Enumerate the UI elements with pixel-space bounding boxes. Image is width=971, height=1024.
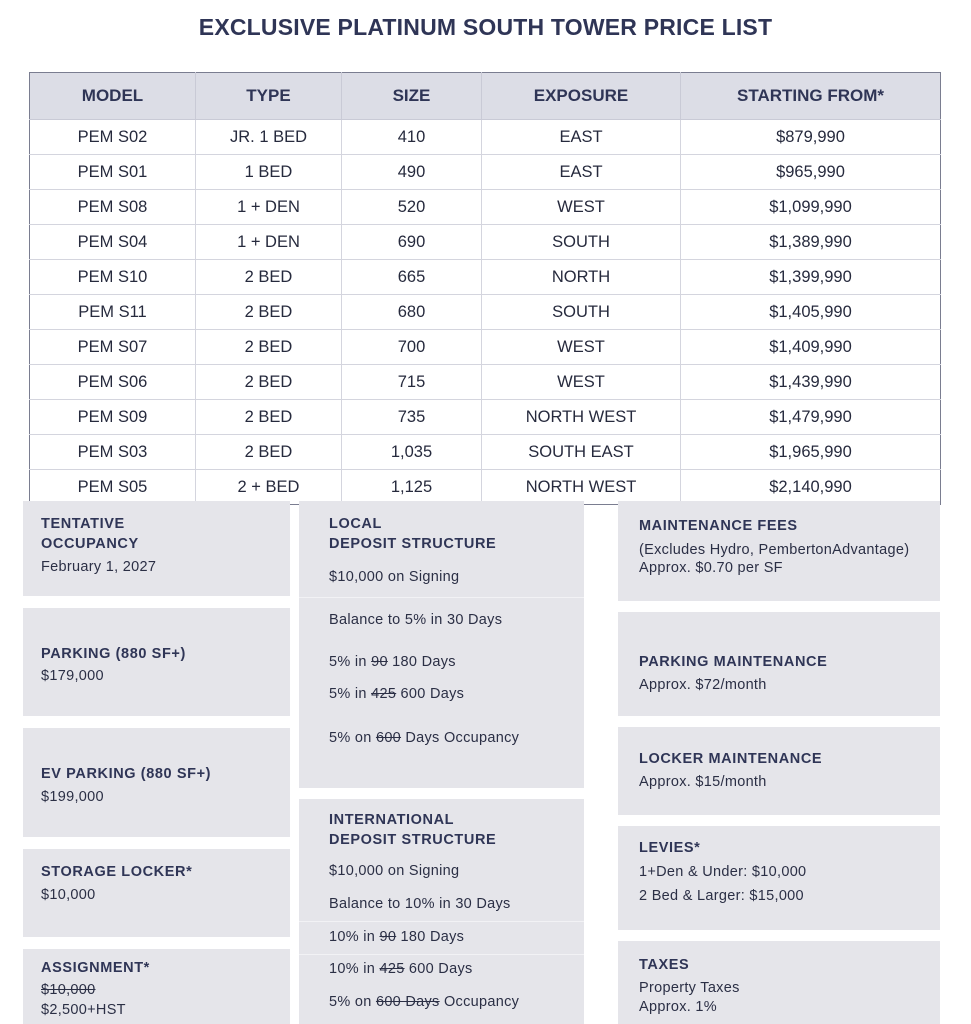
parking-price: $179,000: [41, 668, 104, 684]
cell-model: PEM S11: [30, 295, 196, 330]
cell-starting-from: $1,479,990: [681, 400, 941, 435]
cell-starting-from: $879,990: [681, 120, 941, 155]
cell-size: 715: [342, 365, 482, 400]
maintenance-rate: Approx. $0.70 per SF: [639, 560, 783, 576]
occupancy-title-2: OCCUPANCY: [41, 536, 139, 552]
international-deposit-card: [299, 799, 584, 1024]
struck-value: 600 Days: [375, 994, 440, 1010]
cell-exposure: SOUTH EAST: [482, 435, 681, 470]
column-header-starting-from: STARTING FROM*: [681, 73, 941, 120]
cell-exposure: EAST: [482, 155, 681, 190]
taxes-card: [618, 941, 940, 1024]
storage-locker-card: [23, 849, 290, 937]
cell-type: 2 BED: [196, 365, 342, 400]
table-row: [30, 155, 941, 190]
price-table: [29, 72, 941, 505]
cell-starting-from: $1,965,990: [681, 435, 941, 470]
assignment-card: [23, 949, 290, 1024]
cell-model: PEM S03: [30, 435, 196, 470]
cell-starting-from: $1,409,990: [681, 330, 941, 365]
cell-exposure: WEST: [482, 365, 681, 400]
ev-parking-title: EV PARKING (880 SF+): [41, 766, 212, 782]
taxes-line-2: Approx. 1%: [639, 999, 717, 1015]
locker-maintenance-rate: Approx. $15/month: [639, 774, 767, 790]
storage-price: $10,000: [41, 887, 96, 903]
table-row: [30, 365, 941, 400]
page-title: EXCLUSIVE PLATINUM SOUTH TOWER PRICE LIST: [198, 14, 773, 40]
maintenance-title: MAINTENANCE FEES: [639, 518, 798, 534]
levies-card: [618, 826, 940, 930]
cell-model: PEM S04: [30, 225, 196, 260]
intl-deposit-line-2: Balance to 10% in 30 Days: [329, 896, 511, 912]
cell-size: 410: [342, 120, 482, 155]
divider: [299, 954, 584, 955]
occupancy-title-1: TENTATIVE: [41, 516, 125, 532]
table-row: [30, 260, 941, 295]
intl-deposit-line-1: $10,000 on Signing: [329, 863, 460, 879]
parking-maintenance-rate: Approx. $72/month: [639, 677, 767, 693]
price-table-body: [30, 120, 941, 505]
assignment-price: $2,500+HST: [41, 1002, 126, 1018]
column-header-model: MODEL: [30, 73, 196, 120]
assignment-old-price: $10,000: [41, 982, 96, 998]
cell-exposure: SOUTH: [482, 295, 681, 330]
cell-model: PEM S07: [30, 330, 196, 365]
table-header-row: [30, 73, 941, 120]
cell-type: 2 + BED: [196, 470, 342, 505]
table-row: [30, 225, 941, 260]
table-row: [30, 295, 941, 330]
struck-value: 90: [379, 929, 397, 945]
local-deposit-title-2: DEPOSIT STRUCTURE: [329, 536, 497, 552]
storage-title: STORAGE LOCKER*: [41, 864, 193, 880]
struck-value: 425: [371, 686, 397, 702]
cell-type: 2 BED: [196, 435, 342, 470]
local-deposit-line-4: 5% in 425 600 Days: [329, 686, 465, 702]
cell-size: 700: [342, 330, 482, 365]
table-row: [30, 190, 941, 225]
levies-line-2: 2 Bed & Larger: $15,000: [639, 888, 804, 904]
column-header-size: SIZE: [342, 73, 482, 120]
parking-maintenance-title: PARKING MAINTENANCE: [639, 654, 828, 670]
levies-title: LEVIES*: [639, 840, 701, 856]
cell-starting-from: $1,439,990: [681, 365, 941, 400]
cell-model: PEM S08: [30, 190, 196, 225]
cell-starting-from: $965,990: [681, 155, 941, 190]
cell-size: 1,035: [342, 435, 482, 470]
struck-value: 90: [371, 654, 388, 670]
parking-card: [23, 608, 290, 716]
local-deposit-line-2: Balance to 5% in 30 Days: [329, 612, 503, 628]
table-row: [30, 470, 941, 505]
cell-model: PEM S09: [30, 400, 196, 435]
cell-exposure: WEST: [482, 330, 681, 365]
local-deposit-line-3: 5% in 90 180 Days: [329, 654, 456, 670]
local-deposit-card: [299, 501, 584, 788]
cell-size: 735: [342, 400, 482, 435]
parking-maintenance-card: [618, 612, 940, 716]
intl-deposit-line-4: 10% in 425 600 Days: [329, 961, 473, 977]
cell-type: 2 BED: [196, 260, 342, 295]
cell-type: 2 BED: [196, 330, 342, 365]
cell-size: 665: [342, 260, 482, 295]
ev-parking-price: $199,000: [41, 789, 104, 805]
locker-maintenance-title: LOCKER MAINTENANCE: [639, 751, 823, 767]
taxes-title: TAXES: [639, 957, 690, 973]
parking-title: PARKING (880 SF+): [41, 646, 186, 662]
cell-model: PEM S02: [30, 120, 196, 155]
cell-model: PEM S10: [30, 260, 196, 295]
struck-value: 425: [379, 961, 405, 977]
assignment-title: ASSIGNMENT*: [41, 960, 150, 976]
ev-parking-card: [23, 728, 290, 837]
column-header-exposure: EXPOSURE: [482, 73, 681, 120]
column-header-type: TYPE: [196, 73, 342, 120]
cell-starting-from: $1,405,990: [681, 295, 941, 330]
divider: [299, 597, 584, 598]
cell-exposure: NORTH WEST: [482, 400, 681, 435]
cell-exposure: SOUTH: [482, 225, 681, 260]
intl-deposit-line-3: 10% in 90 180 Days: [329, 929, 465, 945]
cell-exposure: WEST: [482, 190, 681, 225]
intl-deposit-title-1: INTERNATIONAL: [329, 812, 455, 828]
maintenance-fees-card: [618, 501, 940, 601]
cell-starting-from: $1,399,990: [681, 260, 941, 295]
cell-size: 1,125: [342, 470, 482, 505]
cell-type: 1 + DEN: [196, 225, 342, 260]
levies-line-1: 1+Den & Under: $10,000: [639, 864, 807, 880]
divider: [299, 921, 584, 922]
cell-model: PEM S06: [30, 365, 196, 400]
struck-value: 600: [375, 730, 402, 746]
table-row: [30, 400, 941, 435]
cell-model: PEM S01: [30, 155, 196, 190]
local-deposit-line-5: 5% on 600 Days Occupancy: [329, 730, 520, 746]
occupancy-card: [23, 501, 290, 596]
occupancy-date: February 1, 2027: [41, 559, 157, 575]
cell-size: 520: [342, 190, 482, 225]
maintenance-note: (Excludes Hydro, PembertonAdvantage): [639, 542, 910, 558]
cell-type: 2 BED: [196, 295, 342, 330]
cell-size: 690: [342, 225, 482, 260]
cell-starting-from: $2,140,990: [769, 477, 852, 496]
intl-deposit-line-5: 5% on 600 Days Occupancy: [329, 994, 520, 1010]
cell-exposure: EAST: [482, 120, 681, 155]
cell-starting-from: $1,099,990: [681, 190, 941, 225]
cell-size: 680: [342, 295, 482, 330]
taxes-line-1: Property Taxes: [639, 980, 740, 996]
cell-exposure: NORTH WEST: [482, 470, 681, 505]
table-row: [30, 435, 941, 470]
cell-type: JR. 1 BED: [196, 120, 342, 155]
intl-deposit-title-2: DEPOSIT STRUCTURE: [329, 832, 497, 848]
locker-maintenance-card: [618, 727, 940, 815]
table-row: [30, 120, 941, 155]
cell-exposure: NORTH: [482, 260, 681, 295]
cell-starting-from: $1,389,990: [681, 225, 941, 260]
cell-size: 490: [342, 155, 482, 190]
cell-type: 1 + DEN: [196, 190, 342, 225]
cell-type: 1 BED: [196, 155, 342, 190]
cell-type: 2 BED: [196, 400, 342, 435]
cell-model: PEM S05: [30, 470, 196, 505]
local-deposit-title-1: LOCAL: [329, 516, 382, 532]
local-deposit-line-1: $10,000 on Signing: [329, 569, 460, 585]
table-row: [30, 330, 941, 365]
